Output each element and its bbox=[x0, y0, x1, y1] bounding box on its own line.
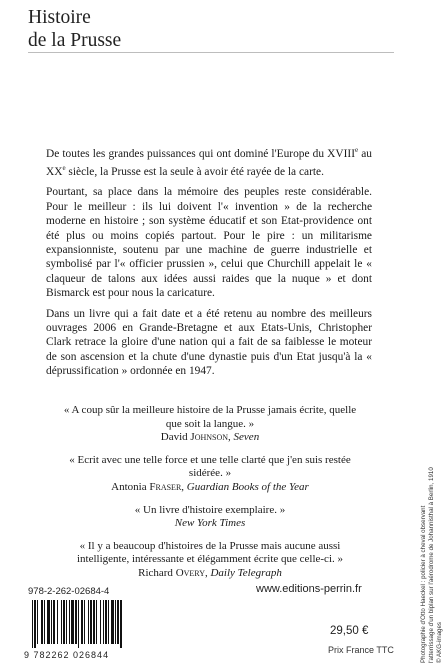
quote-text: « Ecrit avec une telle force et une telle clarté que j'en suis restée sidérée. » bbox=[69, 453, 351, 480]
blurb-paragraph-2: Pourtant, sa place dans la mémoire des peuples reste considérable. Pour le meilleur : ils lui doivent l'« invention » de la recherche moderne en histoire ; son système éducatif et son Etat-providence ont été plus ou moins copiés partout. Pour le pire : un militarisme expansionniste, soutenu par une machine de guerre industrielle et symbolisé par l'« officier prussien », celui que Churchill appelait le « claqueur de talons aux idées aussi raides que la nuque » et dont Bismarck est pour nous la caricature. bbox=[46, 186, 372, 300]
quote-attribution bbox=[60, 431, 360, 445]
barcode-bar bbox=[120, 600, 122, 648]
blurb-text bbox=[46, 143, 372, 385]
barcode-bar bbox=[34, 600, 36, 648]
barcode-bar bbox=[69, 600, 70, 644]
barcode-bar bbox=[90, 600, 92, 644]
book-title bbox=[28, 6, 121, 52]
barcode-bar bbox=[115, 600, 116, 644]
press-quotes bbox=[60, 404, 360, 590]
blurb-paragraph-3: Dans un livre qui a fait date et a été retenu au nombre des meilleurs ouvrages 2006 en Grande-Bretagne et aux Etats-Unis, Christopher Clark retrace la gloire d'une nation qui a fait de sa faiblesse le moteur de son ascension et la chute d'une dynastie puis d'un Etat jusqu'à la « déprussification » ordonnée en 1947. bbox=[46, 307, 372, 378]
century-20-sup: e bbox=[62, 164, 66, 173]
photo-credit-line-1: Photographie d'Otto Haeckel : policier à cheval observant bbox=[420, 505, 427, 663]
quote-attribution bbox=[60, 567, 360, 581]
quote-author-first: David bbox=[160, 431, 191, 444]
photo-credit-line-2: l'atterrissage d'un biplan sur l'aérodrome de Johannisthal à Berlin, 1910 bbox=[428, 467, 435, 663]
quote-author-last: Johnson bbox=[190, 431, 229, 444]
barcode-bar bbox=[66, 600, 67, 644]
barcode-bar bbox=[103, 600, 104, 644]
century-18: XVIII bbox=[327, 147, 355, 160]
quote-text: « Il y a beaucoup d'histoires de la Prusse mais aucune aussi intelligente, intéressante et élégamment écrite que celle-ci. » bbox=[76, 539, 343, 566]
barcode-bar bbox=[41, 600, 43, 644]
quote-separator: , bbox=[228, 431, 234, 444]
blurb-p1-line1: De toutes les grandes puissances qui ont dominé l'Europe du bbox=[46, 147, 325, 160]
barcode-bar bbox=[75, 600, 77, 644]
photo-credit bbox=[386, 405, 443, 665]
barcode-bar bbox=[63, 600, 65, 644]
barcode-bar bbox=[78, 600, 79, 648]
barcode-bar bbox=[81, 600, 83, 644]
barcode-bar bbox=[96, 600, 97, 644]
quote-author-first: Antonia bbox=[111, 480, 150, 493]
barcode-bar bbox=[105, 600, 107, 644]
quote-text: « A coup sûr la meilleure histoire de la Prusse jamais écrite, quelle que soit la langue. » bbox=[63, 404, 357, 430]
quote-author-first: Richard bbox=[138, 566, 176, 579]
barcode-bar bbox=[61, 600, 62, 644]
barcode-bar bbox=[44, 600, 45, 644]
press-quote bbox=[60, 454, 360, 495]
barcode-bar bbox=[51, 600, 52, 644]
quote-separator: , bbox=[181, 480, 187, 493]
barcode-bar bbox=[84, 600, 85, 644]
title-line-2: de la Prusse bbox=[28, 30, 122, 51]
blurb-paragraph-1 bbox=[46, 143, 372, 179]
quote-author-last: Fraser bbox=[149, 480, 182, 493]
quote-source: Seven bbox=[233, 431, 260, 444]
century-18-sup: e bbox=[355, 146, 359, 154]
publisher-website: www.editions-perrin.fr bbox=[256, 583, 362, 595]
quote-source: New York Times bbox=[174, 517, 246, 530]
photo-credit-line-3: © AKG-images bbox=[436, 621, 443, 663]
blurb-p1-mid: au bbox=[358, 147, 372, 160]
barcode-bar bbox=[57, 600, 58, 644]
barcode-digits: 9 782262 026844 bbox=[24, 650, 110, 660]
quote-source: Guardian Books of the Year bbox=[186, 480, 309, 493]
quote-source: Daily Telegraph bbox=[210, 566, 282, 579]
barcode-icon bbox=[28, 600, 164, 648]
isbn-number: 978-2-262-02684-4 bbox=[28, 586, 110, 597]
press-quote bbox=[60, 404, 360, 445]
barcode-bar bbox=[93, 600, 95, 644]
barcode-bar bbox=[47, 600, 50, 644]
barcode-bar bbox=[53, 600, 55, 644]
quote-separator: , bbox=[204, 566, 211, 579]
price: 29,50 € bbox=[330, 625, 369, 637]
press-quote bbox=[60, 540, 360, 581]
century-20: XX bbox=[46, 166, 63, 178]
barcode-bar bbox=[108, 600, 109, 644]
quote-attribution bbox=[60, 481, 360, 495]
quote-attribution bbox=[60, 517, 360, 531]
quote-author-last: Overy bbox=[175, 566, 205, 579]
price-label: Prix France TTC bbox=[328, 645, 394, 655]
title-divider bbox=[28, 52, 394, 53]
barcode-bar bbox=[71, 600, 74, 644]
barcode-bar bbox=[37, 600, 38, 644]
title-line-1: Histoire bbox=[28, 7, 91, 28]
barcode-bar bbox=[100, 600, 101, 644]
quote-text: « Un livre d'histoire exemplaire. » bbox=[134, 503, 286, 516]
barcode-bar bbox=[111, 600, 114, 644]
barcode-bar bbox=[117, 600, 119, 644]
barcode-bar bbox=[32, 600, 33, 648]
blurb-p1-rest: siècle, la Prusse est la seule à avoir été rayée de la carte. bbox=[65, 166, 324, 178]
press-quote bbox=[60, 504, 360, 531]
barcode-bar bbox=[88, 600, 89, 644]
